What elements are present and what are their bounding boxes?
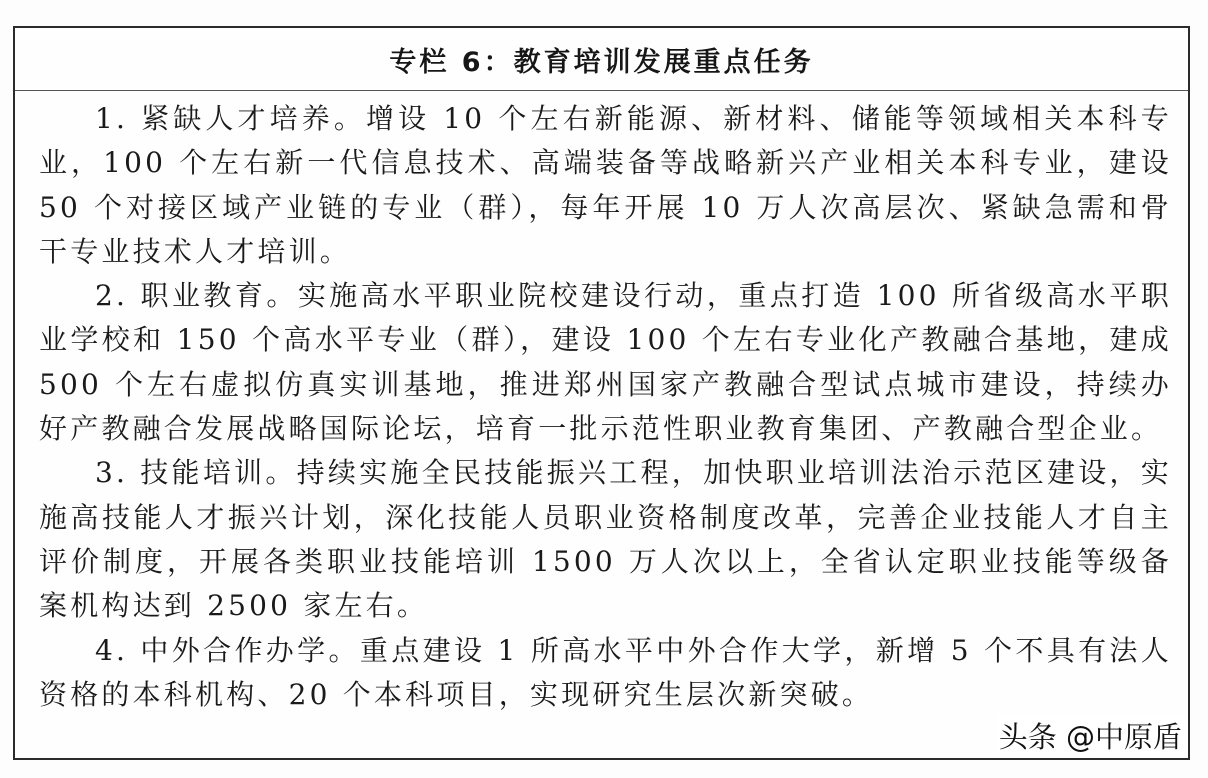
task-item-skills: 3. 技能培训。持续实施全民技能振兴工程，加快职业培训法治示范区建设，实施高技能人才振兴计划，深化技能人员职业资格制度改革，完善企业技能人才自主评价制度，开展各类职业技能培训 1500 万人次以上，全省认定职业技能等级备案机构达到 2500 家左右。 bbox=[39, 456, 1172, 623]
column-box bbox=[13, 26, 1190, 760]
task-item-vocational: 2. 职业教育。实施高水平职业院校建设行动，重点打造 100 所省级高水平职业学校和 150 个高水平专业（群），建设 100 个左右专业化产教融合基地，建成 500 个左右虚拟仿真实训基地，推进郑州国家产教融合型试点城市建设，持续办好产教融合发展战略国际论坛，培育一批示范性职业教育集团、产教融合型企业。 bbox=[39, 279, 1172, 446]
box-body bbox=[15, 91, 1188, 717]
box-header bbox=[15, 28, 1188, 91]
task-item-cooperation: 4. 中外合作办学。重点建设 1 所高水平中外合作大学，新增 5 个不具有法人资格的本科机构、20 个本科项目，实现研究生层次新突破。 bbox=[39, 633, 1172, 711]
task-item-talent: 1. 紧缺人才培养。增设 10 个左右新能源、新材料、储能等领域相关本科专业，100 个左右新一代信息技术、高端装备等战略新兴产业相关本科专业，建设 50 个对接区域产业链的专业（群），每年开展 10 万人次高层次、紧缺急需和骨干专业技术人才培训。 bbox=[39, 102, 1172, 268]
watermark: 头条 @中原盾 bbox=[997, 715, 1184, 756]
box-title: 专栏 6：教育培训发展重点任务 bbox=[389, 46, 814, 78]
